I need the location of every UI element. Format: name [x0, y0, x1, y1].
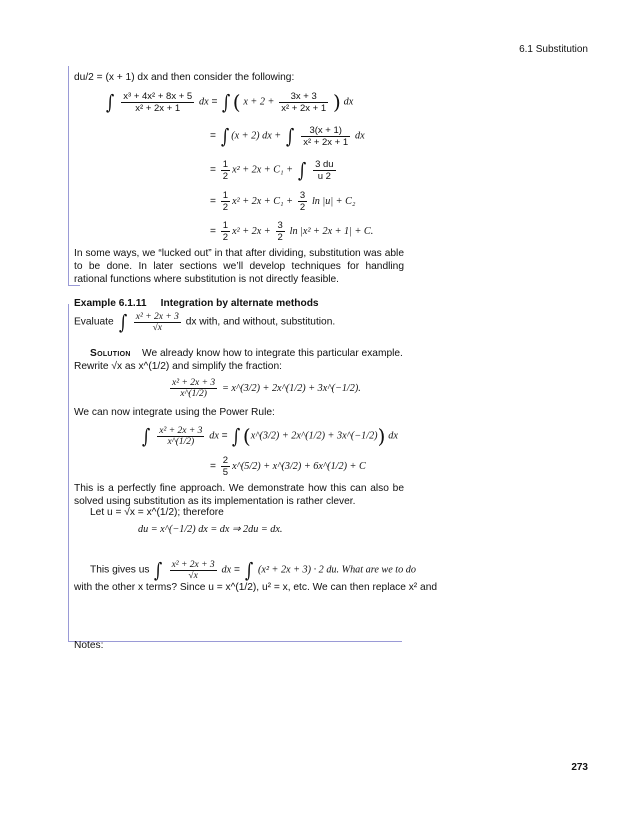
simplified-fraction: $\frac{\text{x² + 2x + 3}}{x\^{}(1/2)}$ = x^(3/2) + 2x^(1/2) + 3x^(−1/2). — [172, 378, 361, 399]
solution-line1: Solution We already know how to integrate this particular example. — [90, 348, 403, 359]
power-rule-line: We can now integrate using the Power Rule: — [74, 407, 275, 418]
running-header: 6.1 Substitution — [519, 44, 588, 55]
eq1-line3: = $\frac{1}{2}$ x² + 2x + C₁ + ∫ $\frac{3 du}{u 2}$ — [210, 158, 334, 182]
eq1-line2: = ∫ (x + 2) dx + ∫ $\frac{3(x + 1)}{\text{x² + 2x + 1}}$ dx — [210, 124, 365, 148]
last-line: with the other x terms? Since u = x^(1/2), u² = x, etc. We can then replace x² and — [74, 582, 438, 593]
eq1-line5: = $\frac{1}{2}$ x² + 2x + $\frac{3}{2}$ ln |x² + 2x + 1| + C. — [210, 220, 374, 243]
page-number: 273 — [571, 762, 588, 773]
du-line: du = x^(−1/2) dx = dx ⇒ 2du = dx. — [138, 524, 283, 535]
margin-rule-example — [68, 304, 69, 642]
paragraph-lucked-out: In some ways, we “lucked out” in that after dividing, substitution was able to be done. In later sections we’ll develop techniques for handling rational functions where substitution is not directly feasible. — [74, 248, 404, 285]
paragraph-fine-approach: This is a perfectly fine approach. We demonstrate how this can also be solved using substitution as its implementation is rather clever. — [74, 483, 404, 507]
power-rule-eq: ∫ $\frac{\text{x² + 2x + 3}}{x\^{}(1/2)}$ dx = ∫ (x^(3/2) + 2x^(1/2) + 3x^(−1/2)) dx — [142, 424, 398, 448]
notes-label: Notes: — [74, 640, 104, 651]
eq1-line4: = $\frac{1}{2}$ x² + 2x + C₁ + $\frac{3}{2}$ ln |u| + C₂ — [210, 190, 356, 213]
margin-rule-top — [68, 66, 69, 286]
let-line: Let u = √x = x^(1/2); therefore — [90, 507, 224, 518]
eq1-line1: ∫ $\frac{\text{x³ + 4x² + 8x + 5}}{\text{x² + 2x + 1}}$ dx = ∫ ( x + 2 + $\frac{3x + 3}{\text{x² + 2x + 1}}$ ) dx — [106, 90, 354, 114]
intro-line: du/2 = (x + 1) dx and then consider the following: — [74, 72, 295, 83]
power-rule-result: = $\frac{2}{5}$ x^(5/2) + x^(3/2) + 6x^(1/2) + C — [210, 455, 366, 478]
example-heading: Example 6.1.11 Integration by alternate methods — [74, 298, 319, 309]
example-statement: Evaluate ∫ $\frac{\text{x² + 2x + 3}}{√x}$ dx with, and without, substitution. — [74, 310, 336, 334]
notes-divider — [68, 641, 402, 642]
solution-line2: Rewrite √x as x^(1/2) and simplify the fraction: — [74, 361, 282, 372]
gives-line: This gives us ∫ $\frac{\text{x² + 2x + 3}}{√x}$ dx = ∫ (x² + 2x + 3) · 2 du. What are we to do — [90, 558, 416, 582]
